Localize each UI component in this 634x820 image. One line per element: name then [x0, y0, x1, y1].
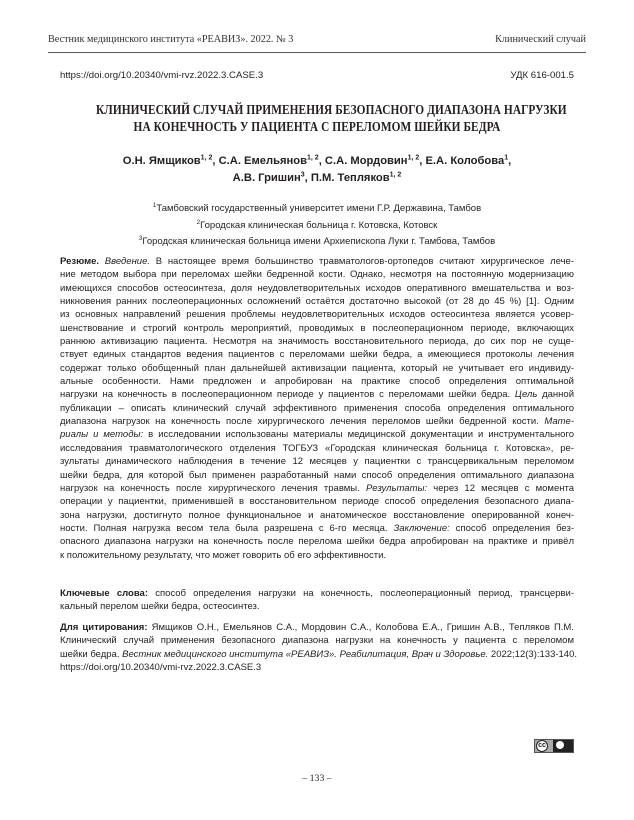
keywords [60, 587, 574, 614]
citation-text: Ямщиков О.Н., Емельянов С.А., Мордовин С.А., Колобова Е.А., Гришин А.В., Тепляков П.М. [151, 622, 574, 633]
abstract-text: нагрузки на конечность в послеоперационном периоде у пациентов с переломами шейки бедра. [60, 389, 511, 401]
author-affiliation-ref: 1, 2 [407, 154, 420, 162]
author-name: С.А. Мордовин [324, 155, 408, 167]
author-separator: , [304, 172, 311, 184]
abstract-line: шенствование и строгий контроль мероприятий, проводимых в послеоперационном периоде, включающих [60, 322, 574, 334]
abstract-text: способ определения без- [455, 522, 575, 534]
abstract-line: опасного диапазона нагрузки на конечность после перелома шейки бедра апробирован на практике и привёл [60, 536, 574, 548]
abstract-line: ствует единых стандартов ведения пациентов с переломами шейки бедра, а имеющиеся протоколы лечения [60, 349, 574, 361]
author-affiliation-ref: 1, 2 [307, 154, 319, 162]
running-head [48, 34, 586, 48]
affiliation-text: Городская клиническая больница имени Архиепископа Луки г. Тамбова, Тамбов [142, 236, 496, 247]
author-name: О.Н. Ямщиков [122, 155, 201, 167]
abstract-line: раннюю активизацию пациента. Несмотря на значимость восстановительного периода, до сих пор не суще- [60, 336, 574, 348]
author-name: П.М. Тепляков [310, 172, 390, 184]
keywords-text: кальный перелом шейки бедра, остеосинтез. [60, 601, 260, 613]
abstract-text: диапазона нагрузок на конечность после хирургического лечения переломов шейки бедренной кости. [60, 416, 539, 428]
citation-journal: Вестник медицинского института «РЕАВИЗ». Реабилитация, Врач и Здоровье. [122, 648, 489, 660]
cc-by-license-badge[interactable] [534, 739, 574, 753]
citation-text: шейки бедра. [60, 648, 120, 660]
doi-link[interactable]: https://doi.org/10.20340/vmi-rvz.2022.3.CASE.3 [60, 70, 264, 81]
citation-text: Клинический случай применения безопасного диапазона нагрузки на конечность у пациента с переломом [60, 635, 574, 647]
author-name: Е.А. Колобова [425, 155, 505, 167]
title-line: КЛИНИЧЕСКИЙ СЛУЧАЙ ПРИМЕНЕНИЯ БЕЗОПАСНОГО ДИАПАЗОНА НАГРУЗКИ [95, 102, 567, 117]
author-list [60, 153, 574, 187]
author-separator: , [318, 155, 325, 167]
author-affiliation-ref: 1 [504, 154, 509, 162]
creative-commons-icon: cc [536, 740, 548, 752]
affiliation-text: Городская клиническая больница г. Котовска, Котовск [200, 219, 438, 231]
keywords-text: способ определения нагрузки на конечность, послеоперационный период, трансцерви- [155, 588, 575, 599]
results-label: Результаты: [365, 482, 428, 494]
abstract-line: к положительному результату, что может говорить об его эффективности. [60, 549, 387, 561]
abstract-line: из основных направлений решения проблемы неудовлетворительных исходов остеосинтеза является усовер- [60, 309, 574, 321]
abstract-line: ние методом выбора при переломах шейки бедренной кости. Однако, несмотря на постоянную модернизацию [60, 269, 574, 281]
abstract-line: содержат только обобщенный план дальнейшей активизации пациента, который не учитывает его индивиду- [60, 362, 574, 374]
citation-label: Для цитирования: [60, 622, 148, 633]
abstract-line: никновения ранних послеоперационных осложнений остаётся достаточно высокой (от 28 до 45 %) [1]. Одним [60, 296, 574, 308]
citation [60, 621, 577, 674]
affiliation-number: 2 [196, 218, 201, 226]
abstract-text: ности. Полная нагрузка весом тела была разрешена с 6-го месяца. [60, 522, 388, 534]
abstract-line: зультаты динамического наблюдения в течение 12 месяцев у пациентки с трансцервикальным переломом [60, 456, 574, 468]
abstract [60, 255, 574, 562]
header-divider [48, 52, 586, 53]
affiliation-number: 1 [152, 201, 157, 209]
affiliation-list [60, 201, 574, 251]
abstract-text: в исследовании использованы материалы медицинской документации и инструментального [148, 429, 575, 441]
abstract-line: операции у пациентки, применившей в восстановительном периоде способ определения безопасного диапа- [60, 496, 574, 508]
article-title [95, 101, 567, 135]
abstract-text: нагрузок на конечность после хирургического лечения травмы. [60, 482, 360, 494]
abstract-line: исследования травматологического отделения ТОГБУЗ «Городская клиническая больница г. Котовска», ре- [60, 442, 574, 454]
attribution-icon [553, 740, 573, 752]
abstract-line: альные особенности. Нами предложен и апробирован на практике способ определения оптимальной [60, 376, 574, 388]
abstract-line: имеющихся способов остеосинтеза, доля неудовлетворительных исходов оперативного вмешательства и воз- [60, 282, 574, 294]
author-affiliation-ref: 3 [300, 171, 305, 179]
section-name: Клинический случай [495, 34, 586, 45]
abstract-line: шейки бедра, для которой был применен разработанный нами способ определения оптимального диапазона [60, 469, 574, 481]
title-line: НА КОНЕЧНОСТЬ У ПАЦИЕНТА С ПЕРЕЛОМОМ ШЕЙКИ БЕДРА [133, 119, 501, 134]
author-affiliation-ref: 1, 2 [389, 171, 402, 179]
journal-name: Вестник медицинского института «РЕАВИЗ». 2022. № 3 [48, 34, 294, 45]
affiliation-text: Тамбовский государственный университет имени Г.Р. Державина, Тамбов [156, 203, 482, 214]
intro-label: Введение. [104, 256, 151, 267]
conclusion-label: Заключение: [393, 522, 450, 534]
author-separator: , [212, 155, 219, 167]
methods-label: Мате- [544, 416, 574, 428]
author-separator: , [419, 155, 426, 167]
affiliation-number: 3 [138, 234, 143, 242]
keywords-label: Ключевые слова: [60, 588, 148, 599]
abstract-text: данной [542, 389, 575, 401]
author-name: А.В. Гришин [232, 172, 301, 184]
affiliation-item [60, 234, 574, 251]
abstract-text: через 12 месяцев с момента [433, 482, 575, 494]
affiliation-item [60, 201, 574, 218]
affiliation-item [60, 218, 574, 235]
abstract-text: В настоящее время большинство травматологов-ортопедов считают хирургическое лече- [155, 256, 574, 267]
author-name: С.А. Емельянов [218, 155, 308, 167]
methods-label: риалы и методы: [60, 429, 144, 441]
abstract-label: Резюме. [60, 256, 100, 267]
citation-text: 2022;12(3):133-140. [490, 648, 577, 660]
goal-label: Цель [514, 389, 538, 401]
citation-doi-link[interactable]: https://doi.org/10.20340/vmi-rvz.2022.3.CASE.3 [60, 662, 262, 674]
udk-code: УДК 616-001.5 [510, 70, 574, 81]
author-separator: , [508, 155, 512, 167]
abstract-line: зона нагрузки, достигнуто полное функциональное и анатомическое восстановление оперированной конеч- [60, 509, 574, 521]
author-affiliation-ref: 1, 2 [200, 154, 213, 162]
page-number: – 133 – [302, 773, 332, 784]
abstract-line: публикации – описать клинический случай эффективного применения способа определения оптимального [60, 402, 574, 414]
